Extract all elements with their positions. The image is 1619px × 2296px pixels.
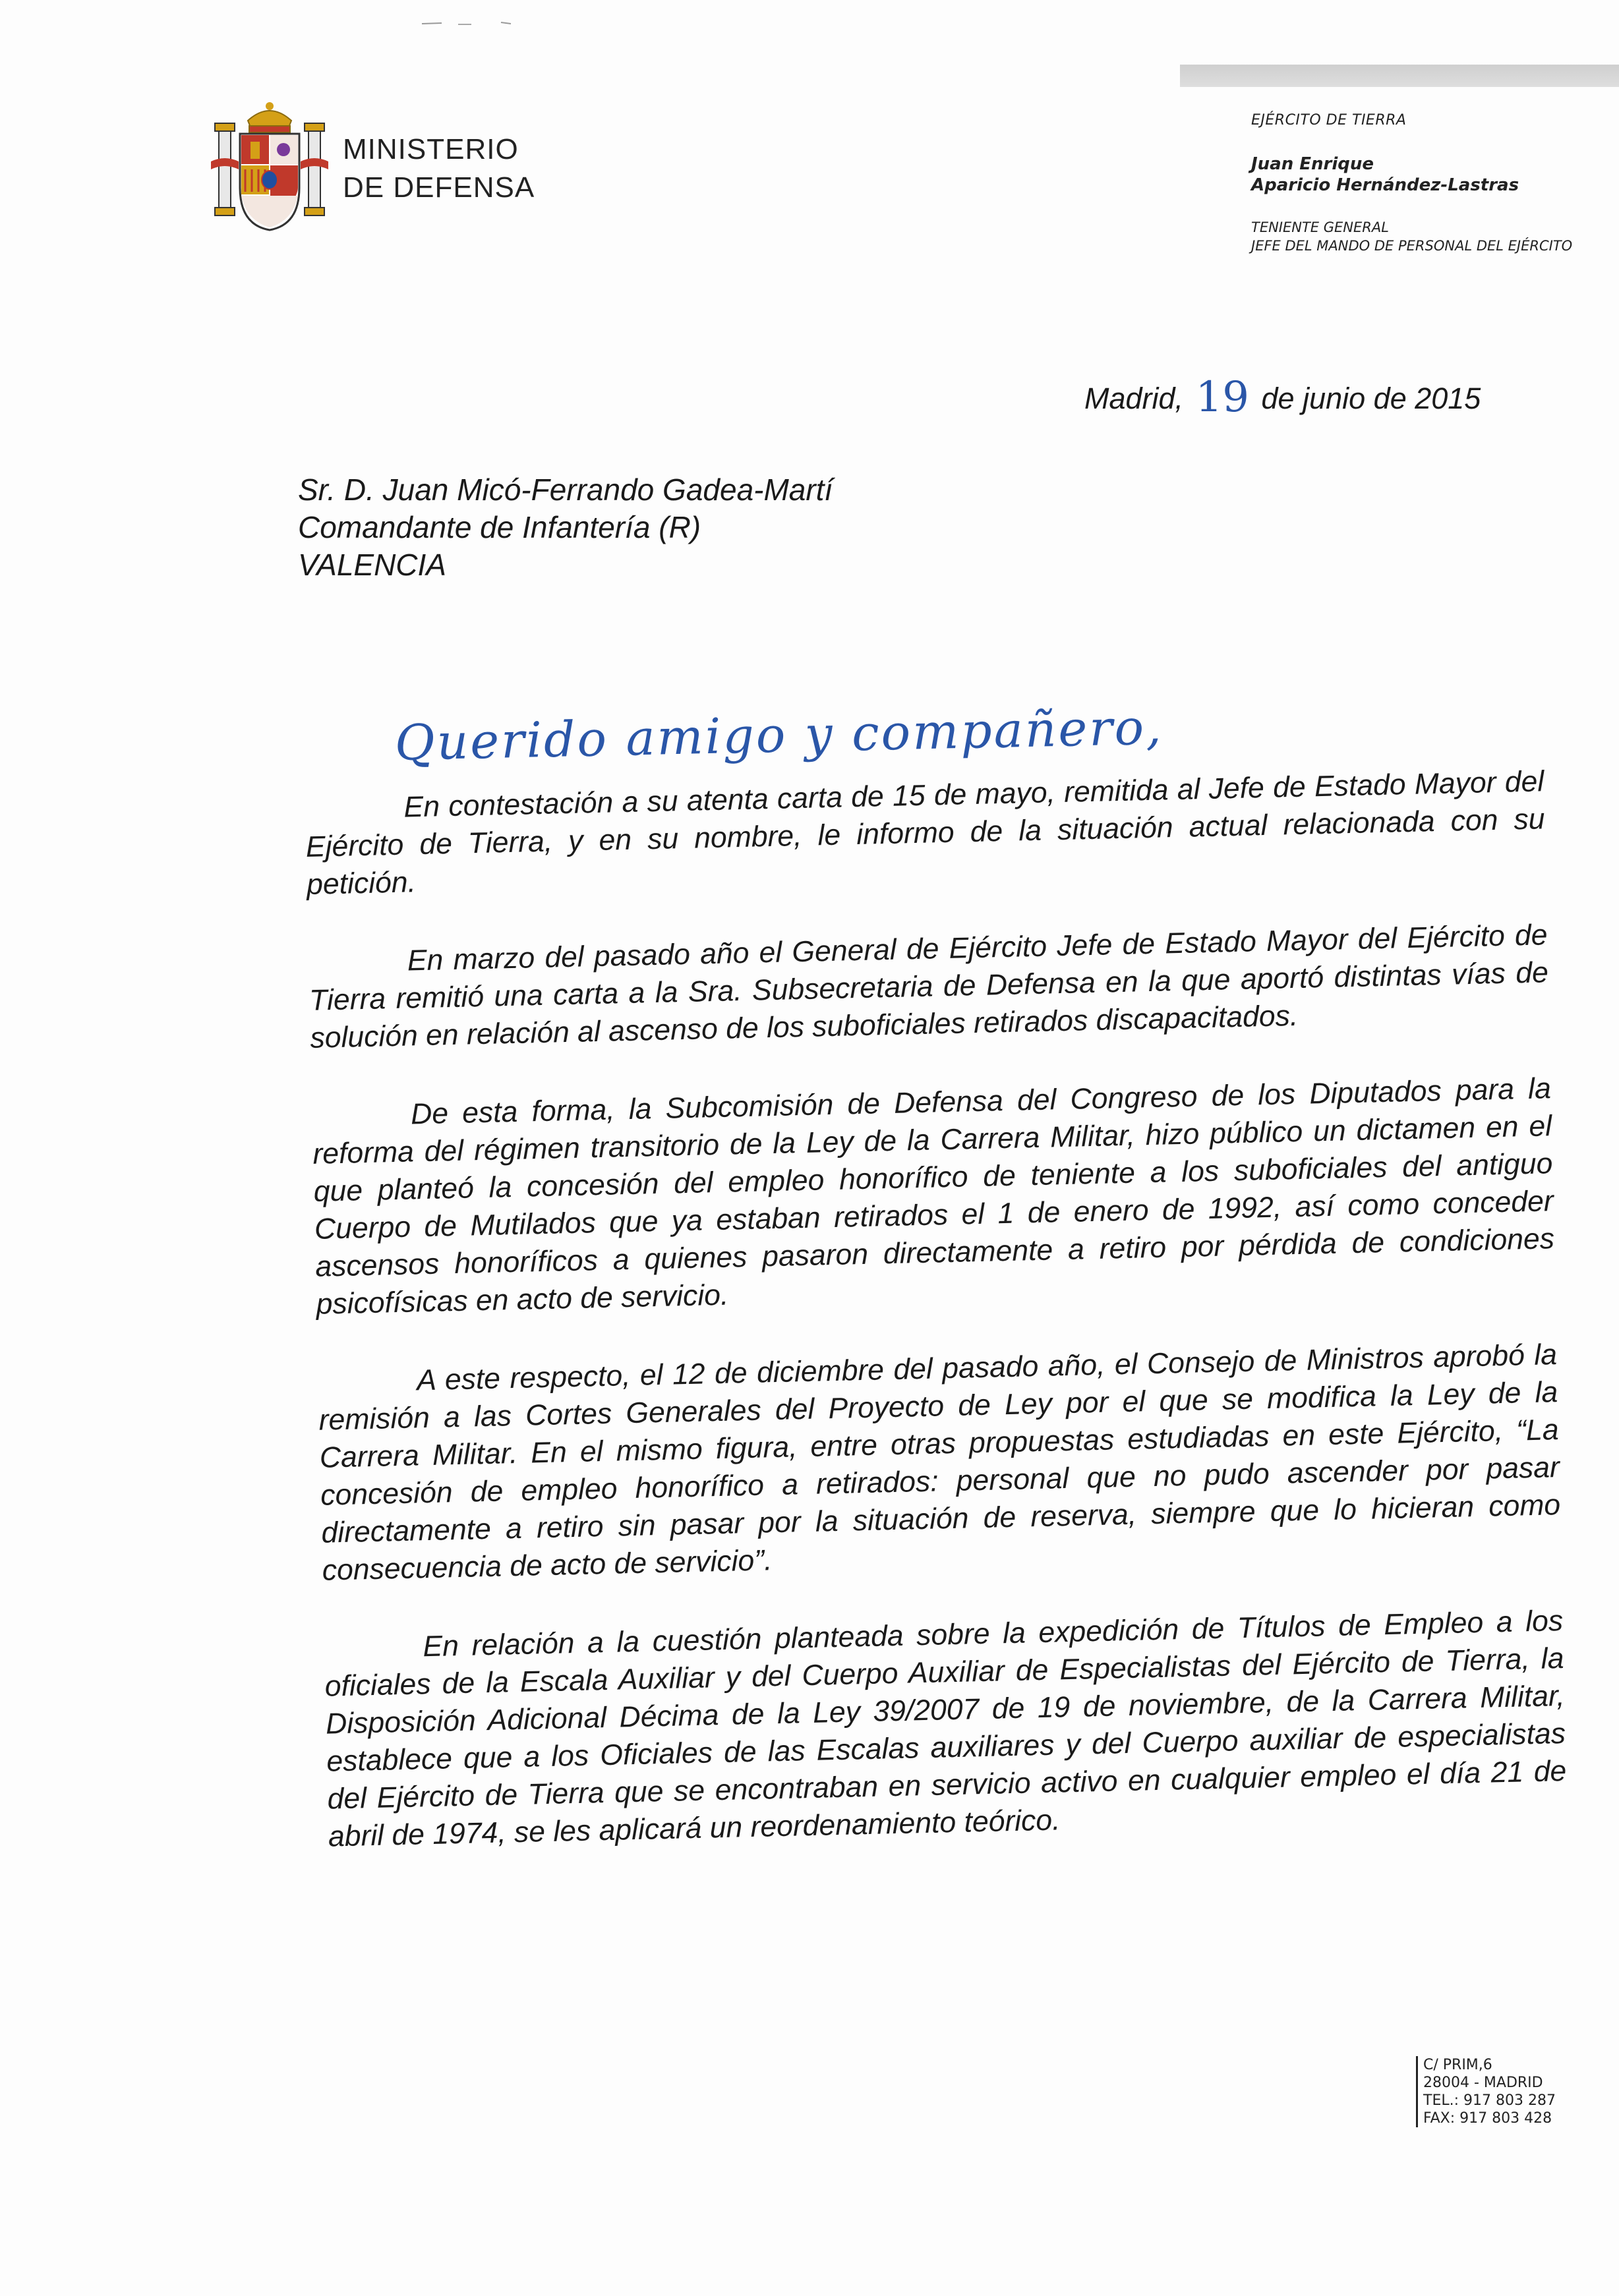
recipient-line-3: VALENCIA: [298, 548, 446, 582]
ministry-line-1: MINISTERIO: [343, 133, 519, 165]
sender-rank-line-1: TENIENTE GENERAL: [1251, 219, 1389, 235]
sender-name-line-2: Aparicio Hernández-Lastras: [1251, 175, 1519, 195]
address-line-4: FAX: 917 803 428: [1423, 2110, 1552, 2127]
address-line-2: 28004 - MADRID: [1423, 2075, 1543, 2091]
sender-rank-line-2: JEFE DEL MANDO DE PERSONAL DEL EJÉRCITO: [1251, 238, 1573, 254]
sender-name: [1251, 154, 1607, 196]
letter-date: [1084, 370, 1481, 422]
address-line-3: TEL.: 917 803 287: [1423, 2092, 1556, 2109]
spanish-coat-of-arms-icon: [210, 96, 330, 234]
date-day-handwritten: 19: [1195, 373, 1250, 422]
address-line-1: C/ PRIM,6: [1423, 2057, 1492, 2073]
recipient-line-1: Sr. D. Juan Micó-Ferrando Gadea-Martí: [298, 473, 833, 507]
sender-army: EJÉRCITO DE TIERRA: [1251, 112, 1407, 129]
handwritten-salutation: Querido amigo y compañero,: [394, 699, 1164, 772]
body-paragraph: En marzo del pasado año el General de Ejército Jefe de Estado Mayor del Ejército de Tierra remitió una carta a la Sra. Subsecretaria de Defensa en la que aportó distintas vías de solución en relación al ascenso de los suboficiales retirados discapacitados.: [309, 919, 1549, 1054]
date-prefix: Madrid,: [1084, 382, 1184, 415]
body-paragraph: En contestación a su atenta carta de 15 de mayo, remitida al Jefe de Estado Mayor del Ejército de Tierra, y en su nombre, le informo de la situación actual relacionada con su petición.: [305, 765, 1546, 901]
sender-name-line-1: Juan Enrique: [1251, 154, 1374, 174]
body-paragraph: De esta forma, la Subcomisión de Defensa del Congreso de los Diputados para la reforma del régimen transitorio de la Ley de la Carrera Militar, hizo público un dictamen en el que planteó la concesión del empleo honorífico de teniente a los suboficiales del antiguo Cuerpo de Mutilados que ya estaban retirados el 1 de enero de 1992, así como conceder ascensos honoríficos a quienes pasaron directamente a retiro por pérdida de condiciones psicofísicas en acto de servicio.: [312, 1072, 1555, 1321]
sender-rank: [1251, 218, 1607, 255]
date-suffix: de junio de 2015: [1261, 382, 1481, 415]
letter-body: [305, 762, 1569, 1896]
ministry-name: [343, 130, 535, 207]
ministry-line-2: DE DEFENSA: [343, 171, 535, 204]
scan-edge-bar: [1180, 65, 1619, 87]
recipient-line-2: Comandante de Infantería (R): [298, 510, 701, 544]
body-paragraph: En relación a la cuestión planteada sobre la expedición de Títulos de Empleo a los oficiales de la Escala Auxiliar y del Cuerpo Auxiliar de Especialistas del Ejército de Tierra, la Disposición Adicional Décima de la Ley 39/2007 de 19 de noviembre, de la Carrera Militar, establece que a los Oficiales de las Escalas auxiliares y del Cuerpo auxiliar de especialistas del Ejército de Tierra que se encontraban en servicio activo en cualquier empleo el día 21 de abril de 1974, se les aplicará un reordenamiento teórico.: [324, 1605, 1567, 1853]
recipient-block: [298, 471, 833, 584]
body-paragraph: A este respecto, el 12 de diciembre del pasado año, el Consejo de Ministros aprobó la remisión a las Cortes Generales del Proyecto de Ley por el que se modifica la Ley de la Carrera Militar. En el mismo figura, entre otras propuestas estudiadas en este Ejército, “La concesión de empleo honorífico a retirados: personal que no pudo ascender por pasar directamente a retiro sin pasar por la situación de reserva, siempre que lo hicieran como consecuencia de acto de servicio”.: [318, 1338, 1561, 1587]
sender-block: [1251, 112, 1607, 255]
ministry-address: [1416, 2056, 1556, 2127]
scan-mark: [422, 18, 514, 28]
